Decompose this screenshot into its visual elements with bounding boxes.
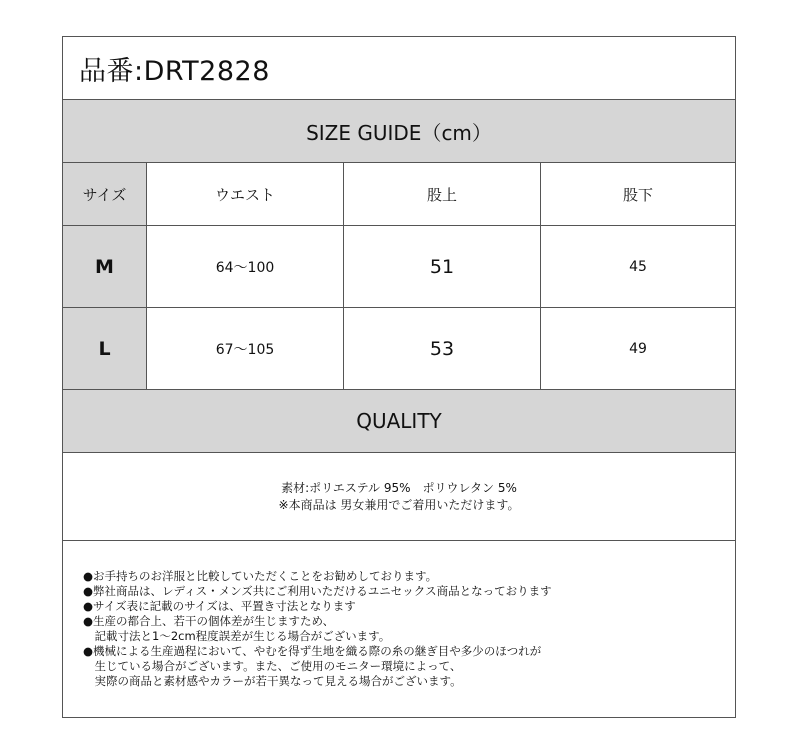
- quality-header: QUALITY: [63, 390, 735, 453]
- note-line: 生じている場合がございます。また、ご使用のモニター環境によって、: [83, 659, 462, 673]
- size-cell: L: [63, 308, 147, 389]
- material-section: [63, 453, 735, 541]
- note-line: 記載寸法と1〜2cm程度誤差が生じる場合がございます。: [83, 629, 391, 643]
- column-rise: 股上: [344, 163, 541, 225]
- product-code: 品番:DRT2828: [63, 37, 735, 100]
- rise-cell: 53: [344, 308, 541, 389]
- note-line: ●お手持ちのお洋服と比較していただくことをお勧めしております。: [83, 569, 438, 583]
- inseam-cell: 45: [629, 258, 647, 275]
- note-line: ●機械による生産過程において、やむを得ず生地を織る際の糸の継ぎ目や多少のほつれが: [83, 644, 542, 658]
- rise-cell: 51: [344, 226, 541, 307]
- size-chart-sheet: [62, 36, 736, 718]
- column-waist: ウエスト: [147, 163, 344, 225]
- note-line: 実際の商品と素材感やカラーが若干異なって見える場合がございます。: [83, 674, 462, 688]
- note-line: ●サイズ表に記載のサイズは、平置き寸法となります: [83, 599, 356, 613]
- waist-cell: 64〜100: [147, 226, 344, 307]
- column-inseam: 股下: [622, 185, 653, 204]
- table-row: [63, 308, 735, 390]
- column-size: サイズ: [63, 163, 147, 225]
- size-table-header: [63, 163, 735, 226]
- size-cell: M: [63, 226, 147, 307]
- note-line: ●弊社商品は、レディス・メンズ共にご利用いただけるユニセックス商品となっております: [83, 584, 552, 598]
- table-row: [63, 226, 735, 308]
- note-line: ●生産の都合上、若干の個体差が生じますため、: [83, 614, 335, 628]
- size-guide-header: SIZE GUIDE（cm）: [63, 100, 735, 163]
- waist-cell: 67〜105: [147, 308, 344, 389]
- unisex-note: ※本商品は 男女兼用でご着用いただけます。: [278, 497, 520, 512]
- inseam-cell: 49: [629, 340, 647, 357]
- notes-section: [63, 541, 735, 717]
- material-text: 素材:ポリエステル 95% ポリウレタン 5%: [281, 480, 517, 495]
